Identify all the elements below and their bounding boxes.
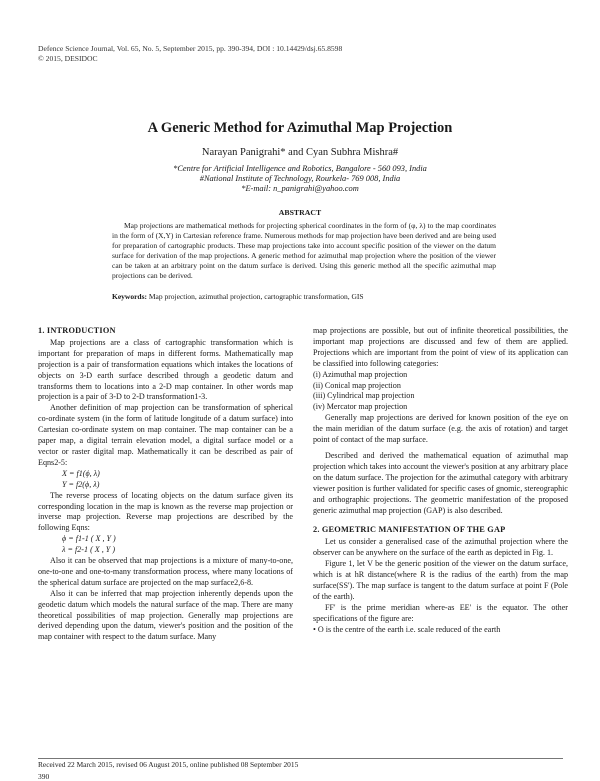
page-number: 390: [38, 772, 50, 781]
list-item: (iii) Cylindrical map projection: [313, 391, 415, 401]
paragraph: Also it can be inferred that map projection inherently depends upon the geodetic datum which models the natural surface of the map. There are many theoretical possibilities of map projection. Generally map projections are derived depending upon the datum, viewer's position and the position of the map container with respect to the datum surface. Many: [38, 588, 293, 642]
paragraph: Let us consider a generalised case of the azimuthal projection where the observer can be anywhere on the surface of the earth as depicted in Fig. 1.: [313, 537, 568, 558]
affiliations: [0, 164, 600, 194]
citation: Defence Science Journal, Vol. 65, No. 5, September 2015, pp. 390-394, DOI : 10.14429/dsj.65.8598: [38, 44, 343, 53]
list-item: (ii) Conical map projection: [313, 380, 401, 390]
right-column: [313, 326, 568, 635]
list-item: (i) Azimuthal map projection: [313, 369, 408, 379]
left-column: [38, 326, 293, 643]
list-item: (iv) Mercator map projection: [313, 402, 408, 412]
paragraph: Map projections are a class of cartographic transformation which is important for preparation of maps in different forms. Mathematically map projection is a pair of transformation equations which intakes the locations of objects on 3-D earth surface described through a geodetic datum and transforms them to locations into a 2-D map container. In other words map projection is a pair of 3-D to 2-D transformation1-3.: [38, 337, 293, 402]
equation: ϕ = f1-1 ( X , Y ): [62, 534, 116, 544]
paragraph: Described and derived the mathematical equation of azimuthal map projection which takes into account the viewer's position at any arbitrary place on the datum surface. The projection for the azimuthal category with arbitrary viewer position is further validated for specific cases of gnomic, stereographic and orthographic projections. The geometric manifestation of the proposed generic azimuthal map projection (GAP) is also described.: [313, 450, 568, 515]
author-list: Narayan Panigrahi* and Cyan Subhra Mishra#: [201, 147, 399, 158]
equation: X = f1(ϕ, λ): [62, 468, 100, 478]
copyright: © 2015, DESIDOC: [38, 54, 98, 63]
affiliation-2: #National Institute of Technology, Rourkela- 769 008, India: [199, 174, 401, 183]
received-note: Received 22 March 2015, revised 06 August 2015, online published 08 September 2015: [38, 760, 299, 769]
paper-title: A Generic Method for Azimuthal Map Projection: [147, 120, 453, 136]
keywords: [112, 292, 496, 302]
journal-header: [38, 44, 342, 64]
equation: Y = f2(ϕ, λ): [62, 479, 100, 489]
equation: λ = f2-1 ( X , Y ): [62, 545, 116, 555]
paragraph: The reverse process of locating objects on the datum surface given its corresponding location in the map is known as the reverse map projection or inverse map projection. Reverse map projections are described by the following Eqns:: [38, 490, 293, 533]
keywords-label: Keywords:: [112, 292, 147, 301]
footnote-divider: [38, 758, 563, 759]
abstract-text: Map projections are mathematical methods for projecting spherical coordinates in the form of (φ, λ) to the map coordinates in the form of (X,Y) in Cartesian reference frame. Numerous methods for map projection have been derived and are being used for preparation of cartographic products. These map projections take into account specific position of the viewer on the datum surface for derivation of the map projections. A generic method for azimuthal map projection where the position of the viewer can be taken at an arbitrary point on the datum surface is derived. Using this generic method all the specific azimuthal map projections can be derived.: [112, 221, 496, 280]
list-item: • O is the centre of the earth i.e. scale reduced of the earth: [313, 624, 501, 634]
paragraph: Figure 1, let V be the generic position of the viewer on the datum surface, which is at hR distance(where R is the radius of the earth) from the map surface(SS'). The map surface is tangent to the datum surface at point F (Pole of the earth).: [313, 559, 568, 601]
paragraph: map projections are possible, but out of infinite theoretical possibilities, the important map projections are discussed and few of them are applied. Projections which are important from the point of view of its application can be classified into following categories:: [313, 326, 568, 368]
keywords-text: Map projection, azimuthal projection, cartographic transformation, GIS: [148, 292, 364, 301]
paragraph: Also it can be observed that map projections is a mixture of many-to-one, one-to-one and one-to-many transformation process, where many locations of the spherical datum surface are projected on the map surface2,6-8.: [38, 556, 293, 587]
email: *E-mail: n_panigrahi@yahoo.com: [241, 184, 359, 193]
paragraph: Generally map projections are derived for known position of the eye on the main meridian of the datum surface (e.g. the axis of rotation) and target point of contact of the map surface.: [313, 413, 568, 445]
section-heading-introduction: 1. INTRODUCTION: [38, 326, 116, 335]
affiliation-1: *Centre for Artificial Intelligence and Robotics, Bangalore - 560 093, India: [173, 164, 427, 173]
paragraph: Another definition of map projection can be transformation of spherical co-ordinate system (in the form of latitude longitude of a datum surface) into Cartesian co-ordinate system on map container. The map container can be a paper map, a digital terrain elevation model, a digital surface model or a vector or raster digital map. Mathematically it can be described as pair of Eqns2-5:: [38, 403, 293, 467]
section-heading-geometric: 2. GEOMETRIC MANIFESTATION OF THE GAP: [313, 525, 506, 535]
abstract-heading: ABSTRACT: [278, 208, 322, 217]
paragraph: FF' is the prime meridian where-as EE' is the equator. The other specifications of the figure are:: [313, 602, 568, 623]
